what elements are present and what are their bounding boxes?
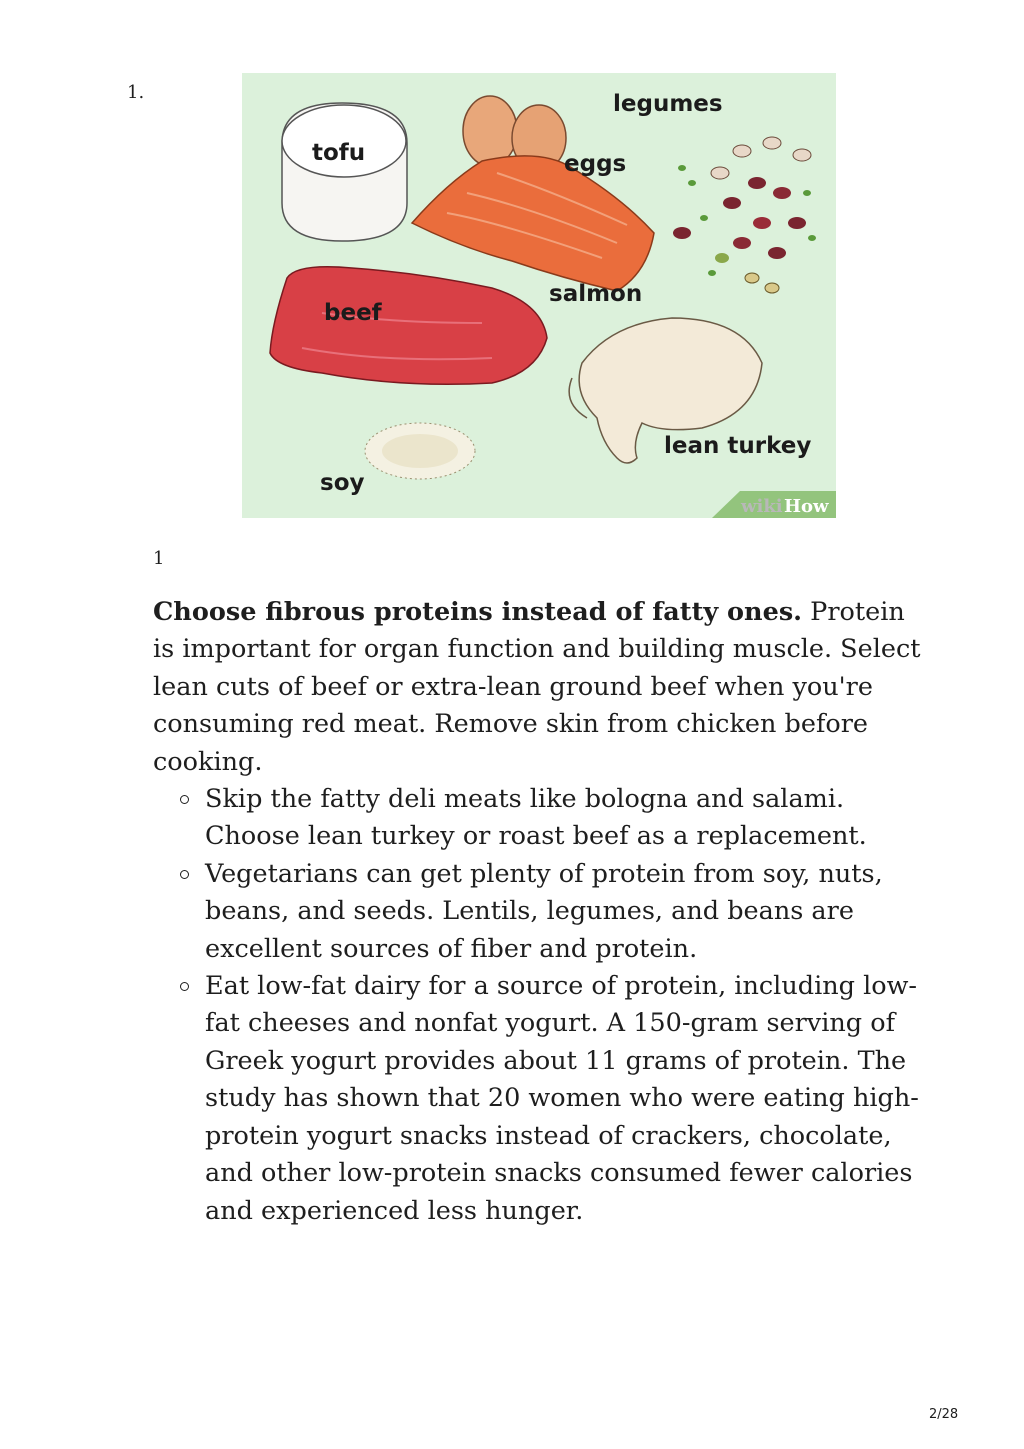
step-paragraph [153, 594, 933, 781]
step-body [153, 594, 933, 1230]
watermark-how: How [784, 496, 829, 517]
tofu-drawing [282, 103, 407, 241]
label-tofu: tofu [312, 140, 366, 166]
list-item [153, 856, 933, 968]
bullet-icon [180, 870, 189, 879]
tip-text: Vegetarians can get plenty of protein from soy, nuts, beans, and seeds. Lentils, legumes, and beans are excellent sources of fiber and protein. [205, 858, 883, 964]
watermark-wiki: wiki [741, 496, 783, 517]
soy-drawing [365, 423, 475, 479]
list-item [153, 968, 933, 1230]
protein-foods-illustration [242, 73, 836, 518]
step-text: Protein is important for organ function and building muscle. Select lean cuts of beef or extra-lean ground beef when you're consuming red meat. Remove skin from chicken before cooking. [153, 597, 921, 777]
list-number: 1. [127, 82, 145, 103]
label-eggs: eggs [564, 151, 627, 177]
tips-list [153, 781, 933, 1230]
label-lean-turkey: lean turkey [664, 433, 812, 459]
label-salmon: salmon [549, 281, 643, 307]
step-number: 1 [153, 548, 165, 569]
page-counter: 2/28 [929, 1407, 959, 1422]
tip-text: Skip the fatty deli meats like bologna and salami. Choose lean turkey or roast beef as a replacement. [205, 784, 867, 852]
label-beef: beef [324, 300, 382, 326]
list-item [153, 781, 933, 856]
label-soy: soy [320, 470, 365, 496]
bullet-icon [180, 795, 189, 804]
step-heading: Choose fibrous proteins instead of fatty ones. [153, 597, 803, 627]
label-legumes: legumes [613, 91, 723, 117]
tip-text: Eat low-fat dairy for a source of protein, including low-fat cheeses and nonfat yogurt. A 150-gram serving of Greek yogurt provides about 11 grams of protein. The study has shown that 20 women who were eating high-protein yogurt snacks instead of crackers, chocolate, and other low-protein snacks consumed fewer calories and experienced less hunger. [205, 971, 919, 1226]
bullet-icon [180, 982, 189, 991]
